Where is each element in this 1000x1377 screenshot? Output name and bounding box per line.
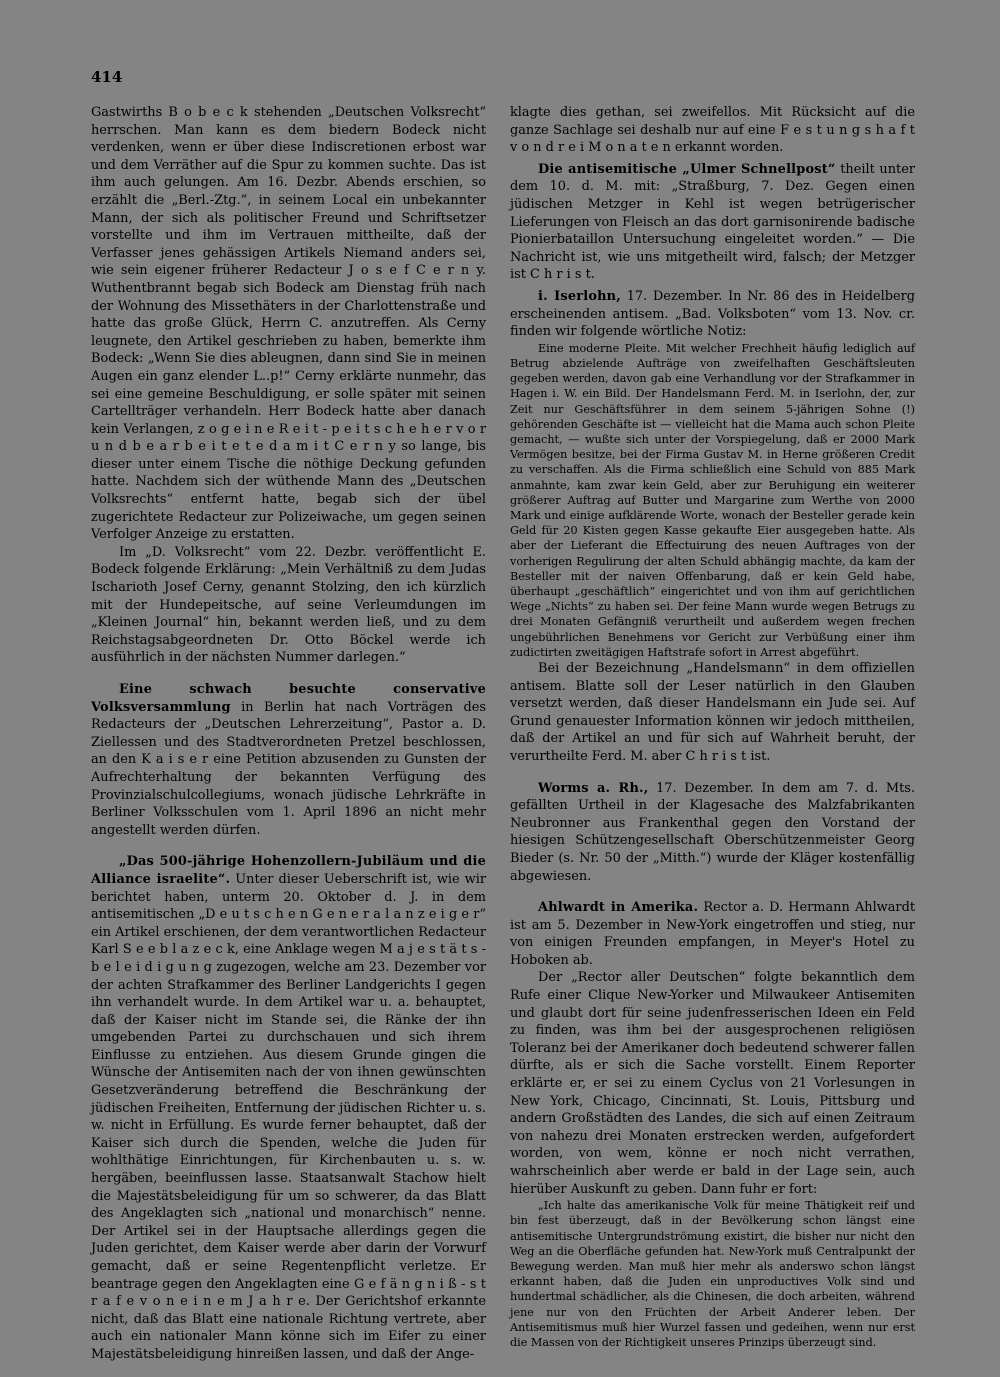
hohenzollern-heading: „Das 500-jährige Hohenzollern-Jubiläum und die Alliance israelite“. (91, 854, 486, 887)
iserlohn-body: 17. Dezember. In Nr. 86 des in Heidelberg erscheinenden antisem. „Bad. Volksboten“ vom 13. Nov. cr. finden wir folgende wörtliche Notiz: (510, 288, 915, 340)
ahlwardt-article (510, 899, 915, 969)
iserlohn-heading: i. Iserlohn, (538, 288, 621, 304)
ahlwardt-paragraph-2: Der „Rector aller Deutschen“ folgte bekanntlich dem Rufe einer Clique New-Yorker und Milwaukeer Antisemiten und glaubt dort für seine judenfresserischen Ideen ein Feld zu finden, was ihm bei der ausgesprochenen religiösen Toleranz bei der Amerikaner doch bedeutend schwerer fallen dürfte, als er sich die Sache vorstellt. Einem Reporter erklärte er, er sei zu einem Cyclus von 21 Vorlesungen in New York, Chicago, Cincinnati, St. Louis, Pittsburg und andern Großstädten des Landes, die sich auf einen Zeitraum von nahezu drei Monaten erstrecken werden, aufgefordert worden, von wem, könne er noch nicht verrathen, wahrscheinlich aber werde er bald in der Lage sein, auch hierüber Auskunft zu geben. Dann fuhr er fort: (510, 970, 915, 1197)
left-column (91, 104, 486, 1364)
conservative-meeting-article (91, 681, 486, 839)
bodeck-declaration-paragraph: Im „D. Volksrecht“ vom 22. Dezbr. veröffentlicht E. Bodeck folgende Erklärung: „Mein Verhältniß zu dem Judas Ischarioth Josef Cerny, genannt Stolzing, den ich kürzlich mit der Hundepeitsche, auf seine Verleumdungen im „Kleinen Journal“ hin, bekannt werden ließ, und zu dem Reichstagsabgeordneten Dr. Otto Böckel werde ich ausführlich in der nächsten Nummer darlegen.“ (91, 544, 486, 666)
iserlohn-quote: Eine moderne Pleite. Mit welcher Frechheit häufig lediglich auf Betrug abzielende Aufträge von zweifelhaften Geschäftsleuten gegeben werden, davon gab eine Verhandlung vor der Strafkammer in Hagen i. W. ein Bild. Der Handelsmann Ferd. M. in Iserlohn, der, zur Zeit nur Geschäftsführer in dem seinem 5-jährigen Sohne (!) gehörenden Geschäfte ist — vielleicht hat die Mama auch schon Pleite gemacht, — wußte sich unter der Vorspiegelung, daß er 2000 Mark Vermögen besitze, bei der Firma Gustav M. in Herne größeren Credit zu verschaffen. Als die Firma schließlich eine Schuld von 885 Mark anmahnte, kam zwar kein Geld, aber zur Beruhigung ein weiterer größerer Auftrag auf Butter und Margarine zum Werthe von 2000 Mark und einige aufklärende Worte, wonach der Besteller gerade kein Geld für 20 Kisten gegen Kasse gekaufte Eier ausgegeben hatte. Als aber der Lieferant die Effectuirung des neuen Auftrages von der vorherigen Regulirung der alten Schuld abhängig machte, da kam der Besteller mit der naiven Offenbarung, daß er kein Geld habe, überhaupt „geschäftlich“ eingerichtet und von ihm auf gerichtlichen Wege „Nichts“ zu haben sei. Der feine Mann wurde wegen Betrugs zu drei Monaten Gefängniß verurtheilt und außerdem wegen frechen ungebührlichen Benehmens vor Gericht zur Verbüßung einer ihm zudictirten zweitägigen Haftstrafe sofort in Arrest abgeführt. (510, 341, 915, 659)
iserlohn-article (510, 288, 915, 341)
worms-heading: Worms a. Rh., (538, 780, 649, 796)
conservative-meeting-heading: Eine schwach besuchte conservative Volksversammlung (91, 682, 486, 715)
ahlwardt-quote: „Ich halte das amerikanische Volk für meine Thätigkeit reif und bin fest überzeugt, daß in der Bevölkerung schon längst eine antisemitische Untergrundströmung existirt, die bisher nur nicht den Weg an die Oberfläche gefunden hat. New-York muß Centralpunkt der Bewegung werden. Man muß hier mehr als anderswo schon längst erkannt haben, daß die Juden ein unproductives Volk sind und hundertmal schädlicher, als die Chinesen, die doch arbeiten, während jene nur von den Früchten der Arbeit Anderer leben. Der Antisemitismus muß hier Wurzel fassen und gedeihen, wenn nur erst die Massen von der Richtigkeit unseres Prinzips überzeugt sind. (510, 1199, 915, 1350)
bodeck-article-continued: Gastwirths B o b e c k stehenden „Deutschen Volksrecht“ herrschen. Man kann es dem biedern Bodeck nicht verdenken, wenn er über diese Indiscretionen erbost war und dem Verräther auf die Spur zu kommen suchte. Das ist ihm auch gelungen. Am 16. Dezbr. Abends erschien, so erzählt die „Berl.-Ztg.“, in seinem Local ein unbekannter Mann, der sich als politischer Freund und Schriftsetzer vorstellte und ihm im Vertrauen mittheilte, daß der Verfasser jenes gehässigen Artikels Niemand anders sei, wie sein eigener früherer Redacteur J o s e f C e r n y. Wuthentbrannt begab sich Bodeck am Dienstag früh nach der Wohnung des Missethäters in der Charlottenstraße und hatte das große Glück, Herrn C. anzutreffen. Als Cerny leugnete, den Artikel geschrieben zu haben, bemerkte ihm Bodeck: „Wenn Sie dies ableugnen, dann sind Sie in meinen Augen ein ganz elender L..p!“ Cerny erklärte nunmehr, das sei eine gemeine Beschuldigung, er solle später mit seinen Cartellträger verhandeln. Herr Bodeck hatte aber danach kein Verlangen, z o g e i n e R e i t - p e i t s c h e h e r v o r u n d b e a r b e i t e t e d a m i t C e r n y so lange, bis dieser unter einem Tische die nöthige Deckung gefunden hatte. Nachdem sich der wüthende Mann des „Deutschen Volksrechts“ entfernt hatte, begab sich der übel zugerichtete Redacteur zur Polizeiwache, um gegen seinen Verfolger Anzeige zu erstatten. (91, 105, 486, 543)
hohenzollern-body: Unter dieser Ueberschrift ist, wie wir berichtet haben, unterm 20. Oktober d. J. in dem antisemitischen „D e u t s c h e n G e n e r a l a n z e i g e r“ ein Artikel erschienen, der dem verantwortlichen Redacteur Karl S e e b l a z e c k, eine Anklage wegen M a j e s t ä t s - b e l e i d i g u n g zugezogen, welche am 23. Dezember vor der achten Strafkammer des Berliner Landgerichts I gegen ihn verhandelt wurde. In dem Artikel war u. a. behauptet, daß der Kaiser nicht im Stande sei, die Ränke der ihn umgebenden Partei zu durchschauen und sich ihrem Einflusse zu entziehen. Aus diesem Grunde gingen die Wünsche der Antisemiten nach der von ihnen gewünschten Gesetzveränderung betreffend die Beschränkung der jüdischen Freiheiten, Entfernung der jüdischen Richter u. s. w. nicht in Erfüllung. Es wurde ferner behauptet, daß der Kaiser sich durch die Spenden, welche die Juden für wohlthätige Einrichtungen, für Kirchenbauten u. s. w. hergäben, beeinflussen lasse. Staatsanwalt Stachow hielt die Majestätsbeleidigung für um so schwerer, da das Blatt des Angeklagten sich „national und monarchisch“ nenne. Der Artikel sei in der Hauptsache allerdings gegen die Juden gerichtet, dem Kaiser werde aber darin der Vorwurf gemacht, daß er seine Regentenpflicht verletze. Er beantrage gegen den Angeklagten eine G e f ä n g n i ß - s t r a f e v o n e i n e m J a h r e. Der Gerichtshof erkannte nicht, daß das Blatt eine nationale Richtung vertrete, aber auch ein nationaler Mann könne sich im Eifer zu einer Majestätsbeleidigung hinreißen lassen, und daß der Ange- (91, 871, 486, 1362)
iserlohn-commentary: Bei der Bezeichnung „Handelsmann“ in dem offiziellen antisem. Blatte soll der Leser natürlich in den Glauben versetzt werden, daß dieser Handelsmann ein Jude sei. Auf Grund genauester Information können wir jedoch mittheilen, daß der Artikel an und für sich auf Wahrheit beruht, der verurtheilte Ferd. M. aber C h r i s t ist. (510, 660, 915, 764)
worms-article (510, 780, 915, 886)
verdict-continued: klagte dies gethan, sei zweifellos. Mit Rücksicht auf die ganze Sachlage sei deshalb nur auf eine F e s t u n g s h a f t v o n d r e i M o n a t e n erkannt worden. (510, 105, 915, 156)
ulmer-schnellpost-article (510, 161, 915, 284)
hohenzollern-article (91, 853, 486, 1363)
right-column (510, 104, 915, 1350)
page-number: 414 (91, 68, 123, 86)
ulmer-schnellpost-body: theilt unter dem 10. d. M. mit: „Straßburg, 7. Dez. Gegen einen jüdischen Metzger in Kehl ist wegen betrügerischer Lieferungen von Fleisch an das dort garnisonirende badische Pionierbataillon Untersuchung eingeleitet worden.“ — Die Nachricht ist, wie uns mitgetheilt wird, falsch; der Metzger ist C h r i s t. (510, 161, 916, 283)
ahlwardt-body: Rector a. D. Hermann Ahlwardt ist am 5. Dezember in New-York eingetroffen und stieg, nur von einigen Freunden empfangen, in Meyer's Hotel zu Hoboken ab. (510, 900, 915, 968)
conservative-meeting-body: in Berlin hat nach Vorträgen des Redacteurs der „Deutschen Lehrerzeitung“, Pastor a. D. Ziellessen und des Stadtverordneten Pretzel beschlossen, an den K a i s e r eine Petition abzusenden zu Gunsten der Aufrechterhaltung der bekannten Verfügung des Provinzialschulcollegiums, wonach jüdische Lehrkräfte in Berliner Volksschulen vom 1. April 1896 an nicht mehr angestellt werden dürfen. (91, 699, 486, 838)
ulmer-schnellpost-heading: Die antisemitische „Ulmer Schnellpost“ (538, 161, 836, 177)
ahlwardt-heading: Ahlwardt in Amerika. (538, 900, 699, 916)
worms-body: 17. Dezember. In dem am 7. d. Mts. gefällten Urtheil in der Klagesache des Malzfabrikanten Neubronner aus Frankenthal gegen den Vorstand der hiesigen Schützengesellschaft Oberschützenmeister Georg Bieder (s. Nr. 50 der „Mitth.“) wurde der Kläger kostenfällig abgewiesen. (510, 780, 915, 884)
